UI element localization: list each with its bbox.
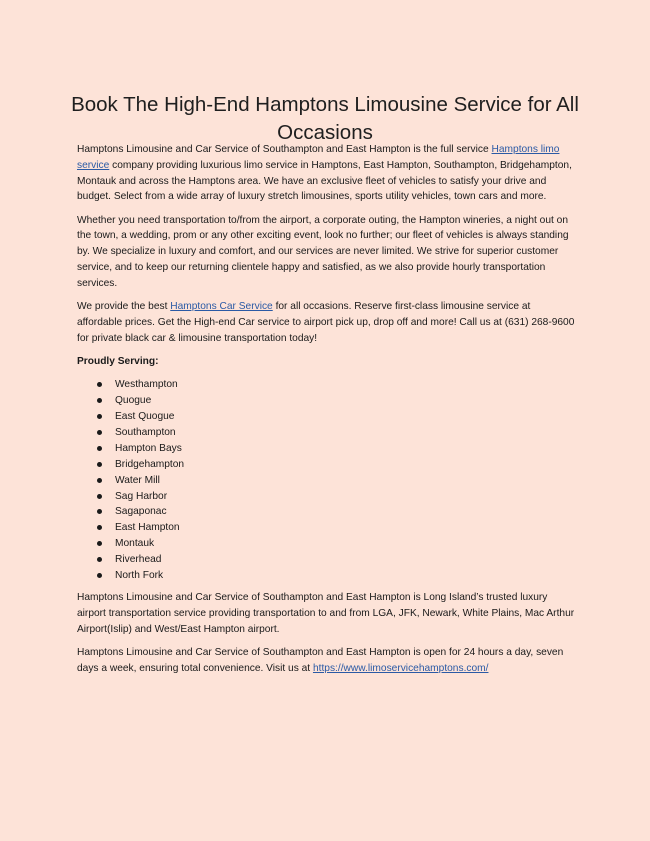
intro-paragraph: [77, 142, 577, 205]
town-name: North Fork: [115, 570, 164, 582]
intro-text-start: Hamptons Limousine and Car Service of Southampton and East Hampton is the full service: [77, 144, 492, 155]
town-name: Sagaponac: [115, 506, 167, 518]
list-item: [77, 504, 577, 520]
list-item: [77, 425, 577, 441]
town-name: Southampton: [115, 427, 176, 439]
website-link[interactable]: https://www.limoservicehamptons.com/: [312, 662, 489, 674]
bullet-icon: [97, 462, 102, 467]
hamptons-car-service-link[interactable]: Hamptons Car Service: [170, 301, 273, 313]
list-item: [77, 393, 577, 409]
airport-paragraph: Hamptons Limousine and Car Service of Southampton and East Hampton is Long Island’s trusted luxury airport transportation service providing transportation to and from LGA, JFK, Newark, White Plains, Mac Arthur Airport(Islip) and West/East Hampton airport.: [77, 591, 575, 635]
bullet-icon: [97, 525, 102, 530]
town-name: Hampton Bays: [115, 442, 182, 454]
town-name: Montauk: [115, 538, 155, 550]
list-item: [77, 457, 577, 473]
list-item: [77, 489, 577, 505]
page-title: Book The High-End Hamptons Limousine Service for All Occasions: [71, 92, 579, 144]
bullet-icon: [97, 430, 102, 435]
list-item: [77, 536, 577, 552]
town-name: Sag Harbor: [115, 490, 168, 502]
hours-text: Hamptons Limousine and Car Service of Southampton and East Hampton is open for 24 hours a day, seven days a week, ensuring total convenience. Visit us at: [77, 646, 564, 674]
proudly-serving-heading: Proudly Serving:: [77, 356, 159, 368]
town-name: Quogue: [115, 395, 152, 407]
car-service-text-end: for all occasions. Reserve first-class limousine service at affordable prices. Get the High-end Car service to airport pick up, drop off and more! Call us at (631) 268-9600 for private black car & limousine transportation today!: [77, 301, 575, 344]
town-name: Water Mill: [115, 474, 160, 486]
town-name: East Quogue: [115, 411, 175, 423]
list-item: [77, 441, 577, 457]
bullet-icon: [97, 573, 102, 578]
bullet-icon: [97, 398, 102, 403]
bullet-icon: [97, 382, 102, 387]
list-item: [77, 568, 577, 584]
list-item: [77, 520, 577, 536]
intro-text-end: company providing luxurious limo service in Hamptons, East Hampton, Southampton, Bridgehampton, Montauk and across the Hamptons area. We have an exclusive fleet of vehicles to satisfy your drive and budget. Select from a wide array of luxury stretch limousines, sports utility vehicles, town cars and more.: [77, 159, 572, 203]
bullet-icon: [97, 509, 102, 514]
town-name: East Hampton: [115, 522, 180, 534]
list-item: [77, 409, 577, 425]
bullet-icon: [97, 541, 102, 546]
bullet-icon: [97, 494, 102, 499]
car-service-text-start: We provide the best: [77, 301, 171, 313]
towns-list: [77, 377, 577, 584]
car-service-paragraph: [77, 299, 577, 346]
town-name: Bridgehampton: [115, 458, 185, 470]
bullet-icon: [97, 478, 102, 483]
list-item: [77, 552, 577, 568]
document-body: [77, 142, 577, 684]
hours-paragraph: [77, 645, 577, 677]
town-name: Riverhead: [115, 554, 162, 566]
services-paragraph: Whether you need transportation to/from the airport, a corporate outing, the Hampton wineries, a night out on the town, a wedding, prom or any other exciting event, look no further; our fleet of vehicles is always standing by. We specialize in luxury and comfort, and our services are never limited. We strive for superior customer service, and to keep our returning clientele happy and satisfied, as we also provide hourly transportation services.: [77, 214, 569, 289]
bullet-icon: [97, 446, 102, 451]
list-item: [77, 377, 577, 393]
list-item: [77, 473, 577, 489]
town-name: Westhampton: [115, 379, 178, 391]
bullet-icon: [97, 557, 102, 562]
hamptons-limo-service-link[interactable]: Hamptons limo service: [77, 144, 560, 171]
bullet-icon: [97, 414, 102, 419]
